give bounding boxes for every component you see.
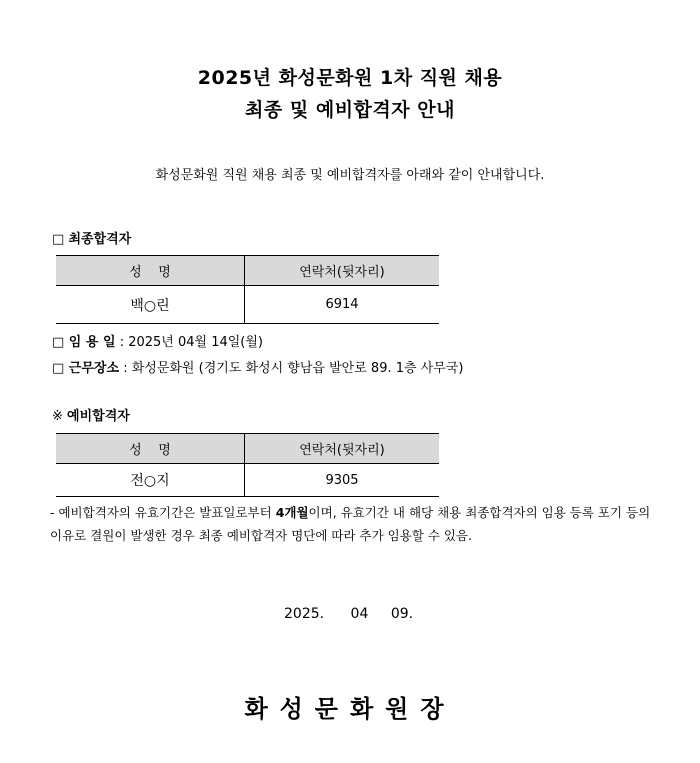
final-col-contact: 연락처(뒷자리) <box>245 256 440 286</box>
reserve-name-cell: 전○지 <box>56 464 245 497</box>
document-title-line2: 최종 및 예비합격자 안내 <box>245 99 455 121</box>
reserve-table <box>56 433 439 497</box>
signature-title: 화성문화원장 <box>244 695 456 723</box>
start-date-line <box>52 331 263 350</box>
reserve-validity-note <box>50 501 655 547</box>
table-row <box>56 286 439 324</box>
workplace-label: □ 근무장소 <box>52 361 120 376</box>
reference-mark-icon: ※ <box>52 409 63 424</box>
note-suffix: 이며, 유효기간 내 해당 채용 최종합격자의 임용 등록 포기 등의 이유로 결원이 발생한 경우 최종 예비합격자 명단에 따라 추가 임용할 수 있음. <box>50 505 651 543</box>
final-col-name: 성 명 <box>56 256 245 286</box>
date-year: 2025. <box>284 606 325 622</box>
final-contact-cell: 6914 <box>245 286 440 324</box>
final-table <box>56 255 439 324</box>
reserve-contact-cell: 9305 <box>245 464 440 497</box>
workplace-line <box>52 357 463 376</box>
final-section-heading <box>52 228 131 247</box>
reserve-col-contact: 연락처(뒷자리) <box>245 434 440 464</box>
note-prefix: - 예비합격자의 유효기간은 발표일로부터 <box>50 505 276 520</box>
final-heading-label: 최종합격자 <box>68 232 132 247</box>
reserve-section-heading <box>52 405 130 424</box>
final-name-cell: 백○린 <box>56 286 245 324</box>
reserve-heading-label: 예비합격자 <box>67 409 130 424</box>
note-bold: 4개월 <box>275 505 309 520</box>
date-day: 09. <box>390 606 414 622</box>
document-date <box>284 606 413 622</box>
workplace-value: : 화성문화원 (경기도 화성시 향남읍 발안로 89. 1층 사무국) <box>123 361 464 376</box>
start-date-value: : 2025년 04월 14일(월) <box>119 335 264 350</box>
reserve-col-name: 성 명 <box>56 434 245 464</box>
start-date-label: □ 임 용 일 <box>52 335 116 350</box>
checkbox-square-icon: □ <box>52 232 65 247</box>
table-row <box>56 464 439 497</box>
date-month: 04 <box>350 606 369 622</box>
intro-text: 화성문화원 직원 채용 최종 및 예비합격자를 아래와 같이 안내합니다. <box>155 168 545 183</box>
document-title-line1: 2025년 화성문화원 1차 직원 채용 <box>197 67 503 89</box>
